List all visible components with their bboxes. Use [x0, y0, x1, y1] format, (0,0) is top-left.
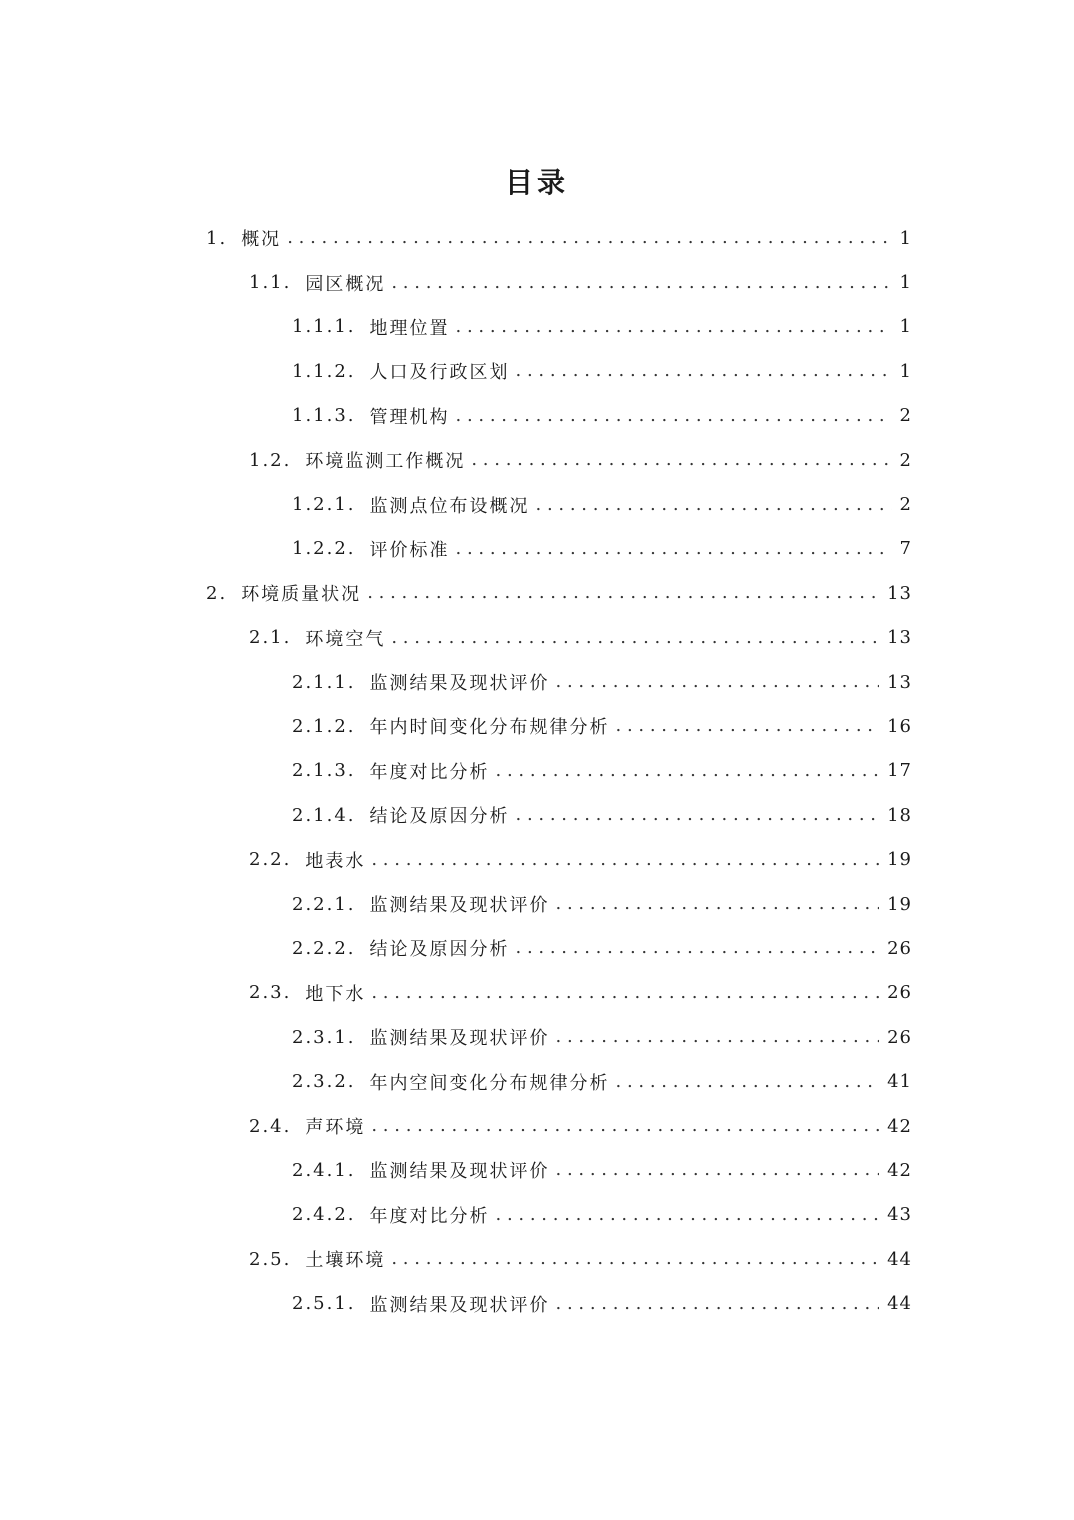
toc-entry-number: 2. [206, 582, 228, 604]
toc-entry[interactable] [0, 305, 1074, 349]
toc-page-number: 18 [887, 804, 912, 826]
toc-entry-number: 1.2. [249, 449, 292, 471]
toc-page-number: 19 [887, 849, 912, 871]
toc-page-number: 13 [887, 627, 912, 649]
toc-dot-leader [456, 405, 892, 427]
toc-entry-title[interactable]: 管理机构 [369, 406, 450, 428]
table-of-contents [0, 216, 1074, 1326]
toc-entry-title[interactable]: 监测结果及现状评价 [369, 1294, 550, 1316]
toc-entry[interactable] [0, 394, 1074, 438]
toc-page-number: 43 [887, 1204, 912, 1226]
toc-entry[interactable] [0, 216, 1074, 260]
toc-entry[interactable] [0, 571, 1074, 615]
toc-entry[interactable] [0, 1015, 1074, 1059]
toc-entry-number: 2.2.2. [292, 937, 356, 959]
toc-entry[interactable] [0, 1104, 1074, 1148]
toc-entry-number: 2.5.1. [292, 1293, 356, 1315]
toc-dot-leader [616, 715, 880, 737]
toc-entry[interactable] [0, 660, 1074, 704]
toc-entry[interactable] [0, 616, 1074, 660]
toc-page-number: 42 [887, 1159, 912, 1181]
toc-page-number: 1 [899, 316, 912, 338]
toc-entry-title[interactable]: 监测结果及现状评价 [369, 1161, 550, 1183]
toc-entry[interactable] [0, 1237, 1074, 1281]
toc-dot-leader [516, 937, 880, 959]
toc-page-number: 42 [887, 1115, 912, 1137]
toc-entry-number: 1.1.3. [292, 405, 356, 427]
toc-entry[interactable] [0, 971, 1074, 1015]
toc-dot-leader [371, 1115, 879, 1137]
toc-entry-number: 2.4. [249, 1115, 292, 1137]
toc-entry[interactable] [0, 704, 1074, 748]
toc-page-number: 13 [887, 671, 912, 693]
toc-entry-title[interactable]: 年内时间变化分布规律分析 [369, 717, 610, 739]
toc-entry-number: 1.2.1. [292, 494, 356, 516]
toc-dot-leader [516, 804, 880, 826]
toc-dot-leader [536, 494, 892, 516]
toc-entry[interactable] [0, 1193, 1074, 1237]
toc-entry[interactable] [0, 1059, 1074, 1103]
toc-entry-title[interactable]: 环境质量状况 [241, 584, 362, 606]
toc-entry-title[interactable]: 人口及行政区划 [369, 362, 510, 384]
toc-dot-leader [616, 1071, 880, 1093]
toc-dot-leader [496, 760, 880, 782]
toc-dot-leader [556, 1026, 880, 1048]
toc-entry-title[interactable]: 结论及原因分析 [369, 939, 510, 961]
toc-entry-title[interactable]: 监测结果及现状评价 [369, 1028, 550, 1050]
toc-entry[interactable] [0, 1281, 1074, 1325]
toc-entry[interactable] [0, 482, 1074, 526]
toc-page-number: 1 [899, 272, 912, 294]
toc-dot-leader [556, 893, 880, 915]
toc-dot-leader [556, 671, 880, 693]
toc-entry-title[interactable]: 监测结果及现状评价 [369, 673, 550, 695]
toc-entry[interactable] [0, 882, 1074, 926]
toc-page-number: 2 [899, 405, 912, 427]
toc-entry-title[interactable]: 年度对比分析 [369, 1205, 490, 1227]
toc-entry-number: 2.3.2. [292, 1071, 356, 1093]
toc-entry-number: 2.1.4. [292, 804, 356, 826]
toc-entry[interactable] [0, 527, 1074, 571]
toc-page-number: 44 [887, 1293, 912, 1315]
toc-page-number: 26 [887, 1026, 912, 1048]
toc-entry-number: 2.1. [249, 627, 292, 649]
toc-page-number: 41 [887, 1071, 912, 1093]
toc-entry-title[interactable]: 环境监测工作概况 [305, 451, 466, 473]
toc-dot-leader [471, 449, 891, 471]
toc-dot-leader [391, 1248, 879, 1270]
toc-dot-leader [456, 538, 892, 560]
toc-dot-leader [391, 272, 891, 294]
toc-page-number: 7 [899, 538, 912, 560]
toc-dot-leader [496, 1204, 880, 1226]
toc-dot-leader [371, 849, 879, 871]
toc-entry-number: 1.1.2. [292, 360, 356, 382]
toc-page-number: 16 [887, 715, 912, 737]
toc-entry-number: 1.1. [249, 272, 292, 294]
toc-entry[interactable] [0, 926, 1074, 970]
toc-entry-title[interactable]: 土壤环境 [305, 1250, 386, 1272]
toc-dot-leader [367, 582, 879, 604]
toc-entry-number: 1.1.1. [292, 316, 356, 338]
toc-entry-title[interactable]: 地下水 [305, 983, 366, 1005]
toc-entry-number: 2.1.3. [292, 760, 356, 782]
toc-entry-number: 2.2.1. [292, 893, 356, 915]
toc-page-number: 17 [887, 760, 912, 782]
toc-entry-title[interactable]: 年内空间变化分布规律分析 [369, 1072, 610, 1094]
toc-entry[interactable] [0, 349, 1074, 393]
toc-page-number: 1 [899, 360, 912, 382]
toc-entry-title[interactable]: 园区概况 [305, 273, 386, 295]
toc-page-number: 44 [887, 1248, 912, 1270]
toc-entry[interactable] [0, 438, 1074, 482]
toc-dot-leader [456, 316, 892, 338]
toc-page-number: 13 [887, 582, 912, 604]
toc-page-number: 26 [887, 937, 912, 959]
toc-entry-number: 1.2.2. [292, 538, 356, 560]
toc-dot-leader [287, 227, 891, 249]
toc-entry-title[interactable]: 地理位置 [369, 317, 450, 339]
toc-entry[interactable] [0, 837, 1074, 881]
toc-entry-number: 2.4.2. [292, 1204, 356, 1226]
toc-entry-title[interactable]: 概况 [241, 229, 282, 251]
toc-dot-leader [391, 627, 879, 649]
toc-dot-leader [516, 360, 892, 382]
toc-page-number: 1 [899, 227, 912, 249]
toc-entry-number: 1. [206, 227, 228, 249]
toc-dot-leader [556, 1293, 880, 1315]
toc-entry-title[interactable]: 监测点位布设概况 [369, 495, 530, 517]
toc-dot-leader [371, 982, 879, 1004]
toc-title: 目录 [504, 166, 569, 199]
toc-page-number: 2 [899, 449, 912, 471]
toc-entry-number: 2.3.1. [292, 1026, 356, 1048]
toc-page-number: 19 [887, 893, 912, 915]
toc-entry[interactable] [0, 793, 1074, 837]
toc-entry-number: 2.4.1. [292, 1159, 356, 1181]
toc-dot-leader [556, 1159, 880, 1181]
toc-entry-number: 2.3. [249, 982, 292, 1004]
toc-entry-number: 2.1.2. [292, 715, 356, 737]
toc-entry-title[interactable]: 评价标准 [369, 539, 450, 561]
toc-entry-title[interactable]: 声环境 [305, 1117, 366, 1138]
toc-entry-title[interactable]: 年度对比分析 [369, 761, 490, 783]
toc-entry-title[interactable]: 环境空气 [305, 628, 386, 650]
toc-page-number: 2 [899, 494, 912, 516]
toc-entry[interactable] [0, 260, 1074, 304]
toc-entry-title[interactable]: 地表水 [305, 850, 366, 872]
toc-entry[interactable] [0, 1148, 1074, 1192]
toc-page-number: 26 [887, 982, 912, 1004]
toc-entry-title[interactable]: 监测结果及现状评价 [369, 895, 550, 917]
toc-entry[interactable] [0, 749, 1074, 793]
toc-entry-title[interactable]: 结论及原因分析 [369, 806, 510, 828]
toc-entry-number: 2.5. [249, 1248, 292, 1270]
toc-entry-number: 2.1.1. [292, 671, 356, 693]
toc-entry-number: 2.2. [249, 849, 292, 871]
